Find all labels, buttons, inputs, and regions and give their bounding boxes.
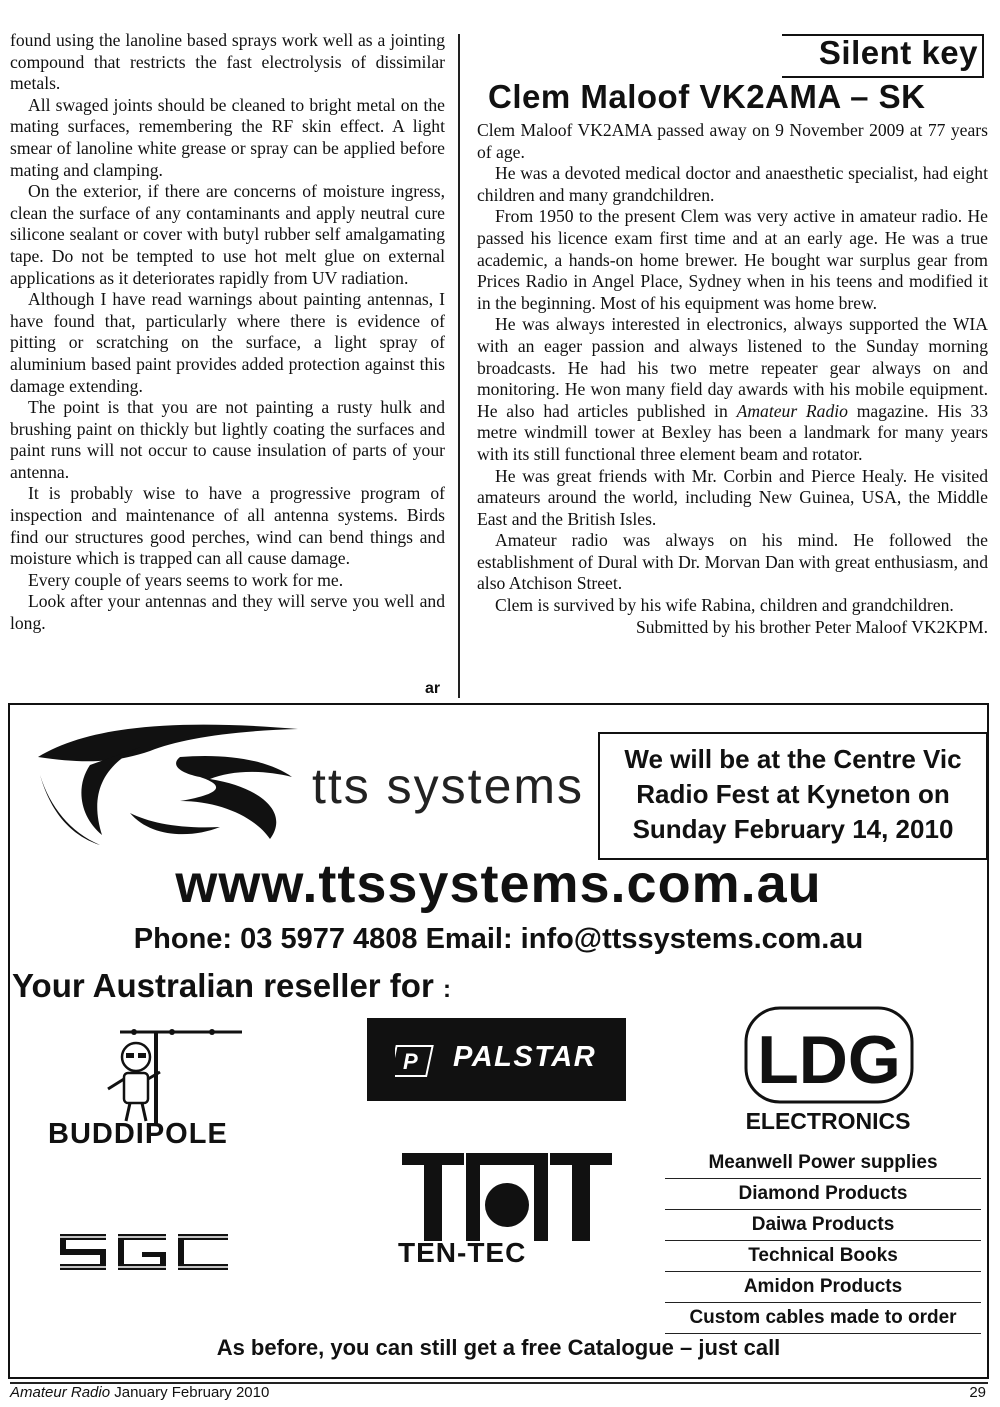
- paragraph: Clem is survived by his wife Rabina, children and grandchildren.: [495, 595, 954, 616]
- paragraph: Amateur radio was always on his mind. He followed the establishment of Dural with Dr. Morvan Dan with great enthusiasm, and also Atchison Street.: [477, 530, 988, 594]
- event-notice: [598, 732, 988, 860]
- ldg-text: LDG: [757, 1022, 901, 1098]
- list-item: Technical Books: [665, 1241, 981, 1272]
- palstar-logo: [367, 1018, 626, 1101]
- magazine-name: Amateur Radio: [10, 1384, 111, 1401]
- tentec-mark-icon: [402, 1153, 612, 1243]
- paragraph: From 1950 to the present Clem was very active in amateur radio. He passed his licence exam first time and at an early age. He was a true academic, a hands-on home brewer. He bought war surplus gear from Prices Radio in Angel Place, Sydney when in his teens and modified it in the beginning. Most of his equipment was home brew.: [477, 206, 988, 313]
- ldg-electronics: ELECTRONICS: [745, 1108, 911, 1134]
- paragraph: Clem Maloof VK2AMA passed away on 9 November 2009 at 77 years of age.: [477, 120, 988, 162]
- paragraph: Look after your antennas and they will serve you well and long.: [10, 591, 445, 634]
- paragraph: He was great friends with Mr. Corbin and Pierce Healy. He visited amateurs around the world, including New Guinea, USA, the Middle East and the British Isles.: [477, 465, 988, 529]
- paragraph: [477, 314, 988, 465]
- list-item: Diamond Products: [665, 1179, 981, 1210]
- sgc-logo-icon: [60, 1232, 230, 1272]
- paragraph: The point is that you are not painting a rusty hulk and brushing paint on thickly but lightly coating the surfaces and paint runs will not occur to cause insulation of parts of your antenna.: [10, 397, 445, 482]
- tts-logo-icon: [30, 717, 300, 852]
- section-label-box: [782, 34, 984, 78]
- reseller-colon: :: [442, 976, 451, 1003]
- svg-text:P: P: [403, 1049, 418, 1074]
- list-item: Custom cables made to order: [665, 1303, 981, 1334]
- advert-footer: As before, you can still get a free Catalogue – just call: [216, 1335, 781, 1360]
- buddipole-logo: BUDDIPOLE: [48, 1118, 228, 1150]
- product-list: [665, 1148, 981, 1334]
- list-item: Meanwell Power supplies: [665, 1148, 981, 1179]
- section-label: Silent key: [818, 34, 978, 71]
- footer-magazine: [10, 1384, 269, 1401]
- event-line: Sunday February 14, 2010: [632, 814, 954, 844]
- paragraph-text: magazine. His 33 metre windmill tower at Bexley has been a landmark for many years with its still functional three element beam and rotator.: [477, 400, 989, 464]
- article-right-column: [477, 120, 988, 638]
- reseller-heading: [12, 967, 451, 1005]
- submission-credit: Submitted by his brother Peter Maloof VK2KPM.: [635, 616, 988, 637]
- tts-systems-advert: [8, 703, 989, 1379]
- advert-contact: Phone: 03 5977 4808 Email: info@ttssystems.com.au: [133, 923, 864, 955]
- palstar-mark-icon: [395, 1044, 435, 1078]
- article-left-column: [10, 30, 445, 635]
- ldg-logo-icon: [743, 1005, 915, 1105]
- end-of-article-mark: ar: [425, 680, 441, 697]
- paragraph: It is probably wise to have a progressive program of inspection and maintenance of all antenna systems. Birds find our structures good perches, wind can bend things and moisture which is trapped can all cause damage.: [10, 483, 445, 569]
- page-number: 29: [969, 1384, 986, 1401]
- event-line: We will be at the Centre Vic: [624, 744, 962, 774]
- paragraph: Every couple of years seems to work for me.: [28, 569, 344, 590]
- magazine-title: Amateur Radio: [736, 400, 848, 421]
- issue-date: January February 2010: [110, 1384, 270, 1401]
- article-headline: Clem Maloof VK2AMA – SK: [488, 78, 926, 115]
- reseller-heading-text: Your Australian reseller for: [12, 967, 434, 1004]
- paragraph: On the exterior, if there are concerns of moisture ingress, clean the surface of any contaminants and apply neutral cure silicone sealant or cover with butyl rubber self amalgamating tape. Do not be tempted to use hot melt glue on external applications as it deteriorates rapidly from UV radiation.: [10, 181, 445, 288]
- palstar-name: PALSTAR: [453, 1041, 597, 1073]
- paragraph: He was a devoted medical doctor and anaesthetic specialist, had eight children and many grandchildren.: [477, 163, 988, 205]
- tentec-logo: TEN-TEC: [398, 1237, 527, 1268]
- paragraph: Although I have read warnings about painting antennas, I have found that, particularly where there is evidence of pitting or scratching on the surface, a light spray of aluminium based paint provides added protection against this damage extending.: [10, 289, 445, 396]
- event-line: Radio Fest at Kyneton on: [636, 779, 950, 809]
- paragraph: found using the lanoline based sprays work well as a jointing compound that restricts the fast electrolysis of dissimilar metals.: [10, 30, 445, 94]
- paragraph-text: He was always interested in electronics, always supported the WIA with an eager passion and always listened to the Sunday morning broadcasts. He had his two metre repeater gear always on and monitoring. He won many field day awards with his mobile equipment. He also had articles published in: [477, 314, 988, 421]
- advert-url: www.ttssystems.com.au: [175, 854, 822, 914]
- paragraph: All swaged joints should be cleaned to bright metal on the mating surfaces, remembering the RF skin effect. A light smear of lanoline white grease or spray can be applied before mating and clamping.: [10, 94, 445, 180]
- list-item: Amidon Products: [665, 1272, 981, 1303]
- list-item: Daiwa Products: [665, 1210, 981, 1241]
- tts-brand-name: tts systems: [312, 758, 585, 814]
- column-divider: [458, 34, 460, 698]
